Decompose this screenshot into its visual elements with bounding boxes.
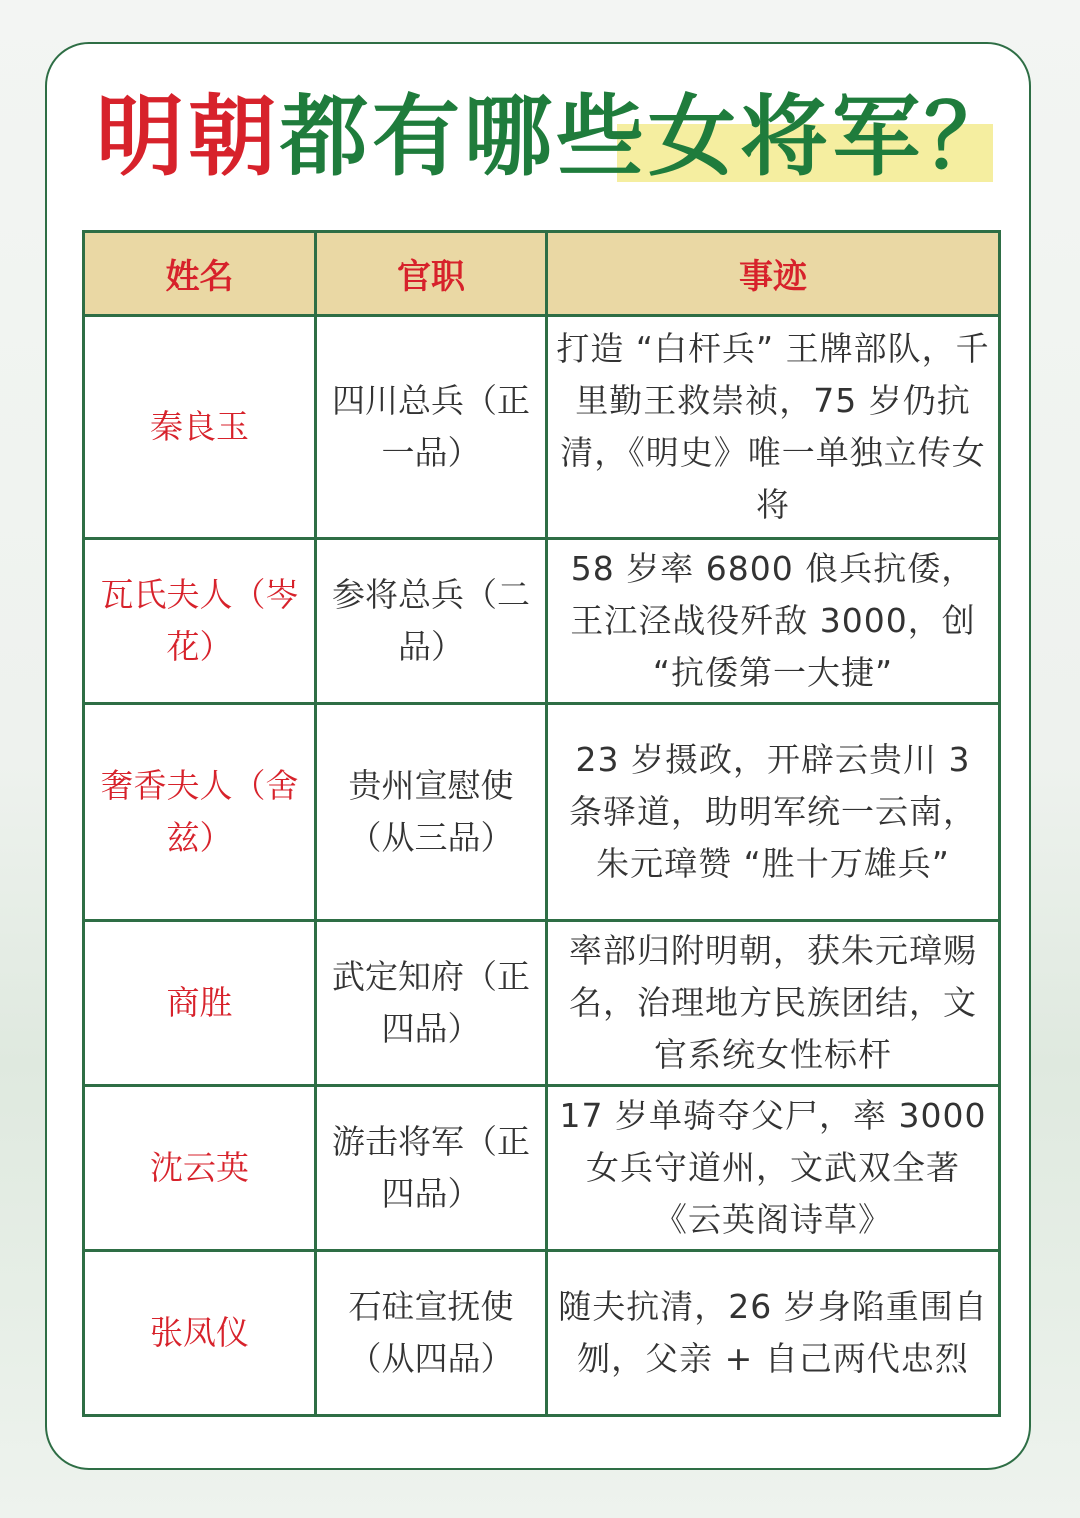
cell-name: 沈云英 [84, 1086, 316, 1251]
cell-post: 贵州宣慰使（从三品） [316, 704, 547, 921]
table-row [84, 539, 1000, 704]
title-part-green: 都有哪些女将军？ [280, 85, 1017, 188]
cell-post: 四川总兵（正一品） [316, 316, 547, 539]
generals-table [82, 230, 1001, 1417]
header-post: 官职 [316, 232, 547, 316]
cell-deed: 58 岁率 6800 俍兵抗倭，王江泾战役歼敌 3000，创 “抗倭第一大捷” [547, 539, 1000, 704]
cell-name: 张凤仪 [84, 1251, 316, 1416]
cell-name: 瓦氏夫人（岑花） [84, 539, 316, 704]
page-title [96, 82, 1016, 192]
table-row [84, 921, 1000, 1086]
title-part-red: 明朝 [96, 85, 281, 188]
cell-post: 游击将军（正四品） [316, 1086, 547, 1251]
table-row [84, 1086, 1000, 1251]
cell-deed: 17 岁单骑夺父尸，率 3000 女兵守道州，文武双全著《云英阁诗草》 [547, 1086, 1000, 1251]
cell-deed: 23 岁摄政，开辟云贵川 3 条驿道，助明军统一云南，朱元璋赞 “胜十万雄兵” [547, 704, 1000, 921]
cell-name: 秦良玉 [84, 316, 316, 539]
table-row [84, 704, 1000, 921]
cell-name: 奢香夫人（舍兹） [84, 704, 316, 921]
cell-post: 参将总兵（二品） [316, 539, 547, 704]
cell-post: 武定知府（正四品） [316, 921, 547, 1086]
table-row [84, 1251, 1000, 1416]
table-header-row [84, 232, 1000, 316]
cell-post: 石砫宣抚使（从四品） [316, 1251, 547, 1416]
table-row [84, 316, 1000, 539]
cell-deed: 随夫抗清，26 岁身陷重围自刎，父亲 + 自己两代忠烈 [547, 1251, 1000, 1416]
cell-deed: 打造 “白杆兵” 王牌部队，千里勤王救崇祯，75 岁仍抗清，《明史》唯一单独立传女将 [547, 316, 1000, 539]
header-deed: 事迹 [547, 232, 1000, 316]
header-name: 姓名 [84, 232, 316, 316]
cell-deed: 率部归附明朝，获朱元璋赐名，治理地方民族团结，文官系统女性标杆 [547, 921, 1000, 1086]
cell-name: 商胜 [84, 921, 316, 1086]
